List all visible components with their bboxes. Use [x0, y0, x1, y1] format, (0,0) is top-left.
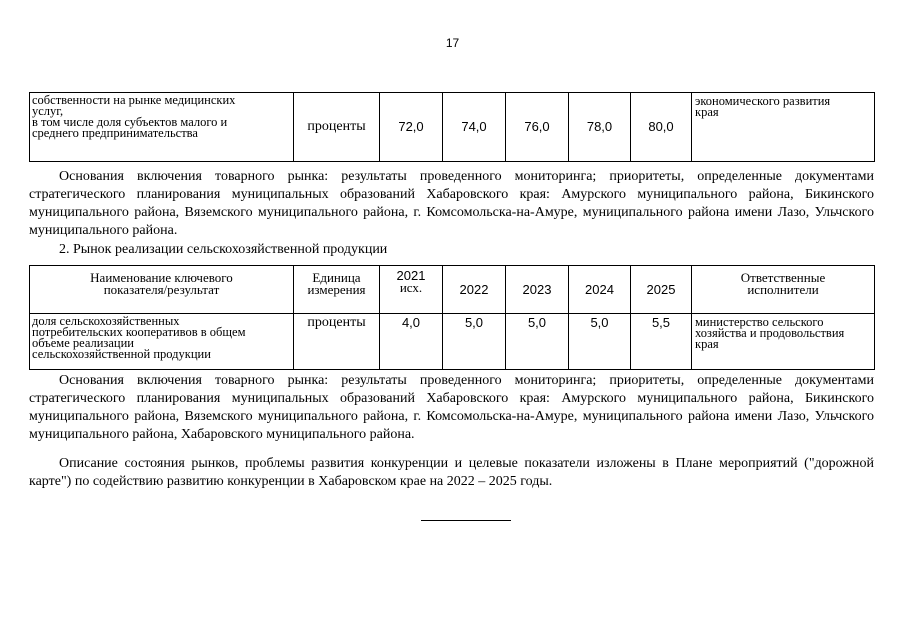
- value-cell: 76,0: [506, 93, 569, 162]
- paragraph-description: [29, 455, 874, 491]
- responsible-line: края: [695, 105, 719, 119]
- header-line: показателя/результат: [103, 282, 220, 297]
- indicator-name-line: услуг,: [32, 104, 64, 118]
- header-year: 2023: [506, 266, 569, 314]
- table-row: [30, 314, 875, 370]
- end-rule: [421, 520, 511, 521]
- value-cell: 4,0: [380, 314, 443, 370]
- page-number: 17: [445, 36, 460, 50]
- header-year: 2022: [443, 266, 506, 314]
- header-line: Ответственные: [740, 270, 826, 285]
- header-line: 2021: [396, 268, 426, 283]
- responsible-line: хозяйства и продовольствия: [695, 326, 845, 340]
- indicator-name-line: собственности на рынке медицинских: [32, 93, 236, 107]
- section-heading: 2. Рынок реализации сельскохозяйственной продукции: [59, 242, 388, 257]
- value-cell: 5,0: [569, 314, 631, 370]
- value-cell: 5,0: [506, 314, 569, 370]
- header-year: 2025: [631, 266, 692, 314]
- indicator-name-cell: [30, 314, 294, 370]
- header-year: 2024: [569, 266, 631, 314]
- responsible-line: края: [695, 337, 719, 351]
- value-cell: 78,0: [569, 93, 631, 162]
- indicator-table-1: [29, 92, 875, 162]
- paragraph-text: Основания включения товарного рынка: результаты проведенного мониторинга; приоритеты, определенные документами стратегического планирования муниципальных образований Хабаровского края: Амурского муниципального района, Бикинского муниципального района, Вяземского муниципального района, г. Комсомольска-на-Амуре, муниципального района имени Лазо, Ульчского муниципального района, Хабаровского муниципального района.: [29, 373, 874, 442]
- paragraph-text: Описание состояния рынков, проблемы развития конкуренции и целевые показатели изложены в Плане мероприятий ("дорожной карте") по содействию развитию конкуренции в Хабаровском крае на 2022 – 2025 годы.: [29, 456, 874, 489]
- indicator-name-cell: [30, 93, 294, 162]
- indicator-name-line: среднего предпринимательства: [32, 126, 198, 140]
- indicator-name-line: сельскохозяйственной продукции: [32, 347, 211, 361]
- value-cell: 5,0: [443, 314, 506, 370]
- header-year-2021: [380, 266, 443, 314]
- header-line: Наименование ключевого: [90, 270, 233, 285]
- paragraph-basis-1: [29, 168, 874, 240]
- header-line: измерения: [307, 282, 366, 297]
- paragraph-text: Основания включения товарного рынка: результаты проведенного мониторинга; приоритеты, определенные документами стратегического планирования муниципальных образований Хабаровского края: Амурского муниципального района, Бикинского муниципального района, Вяземского муниципального района, г. Комсомольска-на-Амуре, муниципального района имени Лазо, Ульчского муниципального района.: [29, 169, 874, 238]
- indicator-name-line: в том числе доля субъектов малого и: [32, 115, 228, 129]
- unit-cell: проценты: [294, 93, 380, 162]
- table-header-row: [30, 266, 875, 314]
- indicator-name-line: потребительских кооперативов в общем: [32, 325, 246, 339]
- header-line: исх.: [399, 280, 423, 295]
- header-unit: [294, 266, 380, 314]
- responsible-line: министерство сельского: [695, 315, 824, 329]
- value-cell: 5,5: [631, 314, 692, 370]
- indicator-name-line: доля сельскохозяйственных: [32, 314, 180, 328]
- value-cell: 80,0: [631, 93, 692, 162]
- indicator-name-line: объеме реализации: [32, 336, 134, 350]
- header-line: Единица: [312, 270, 361, 285]
- value-cell: 74,0: [443, 93, 506, 162]
- responsible-cell: [692, 314, 875, 370]
- header-responsible: [692, 266, 875, 314]
- responsible-line: экономического развития: [695, 94, 831, 108]
- paragraph-basis-2: [29, 372, 874, 444]
- value-cell: 72,0: [380, 93, 443, 162]
- indicator-table-2: [29, 265, 875, 370]
- responsible-cell: [692, 93, 875, 162]
- unit-cell: проценты: [294, 314, 380, 370]
- header-line: исполнители: [747, 282, 819, 297]
- header-name: [30, 266, 294, 314]
- table-row: [30, 93, 875, 162]
